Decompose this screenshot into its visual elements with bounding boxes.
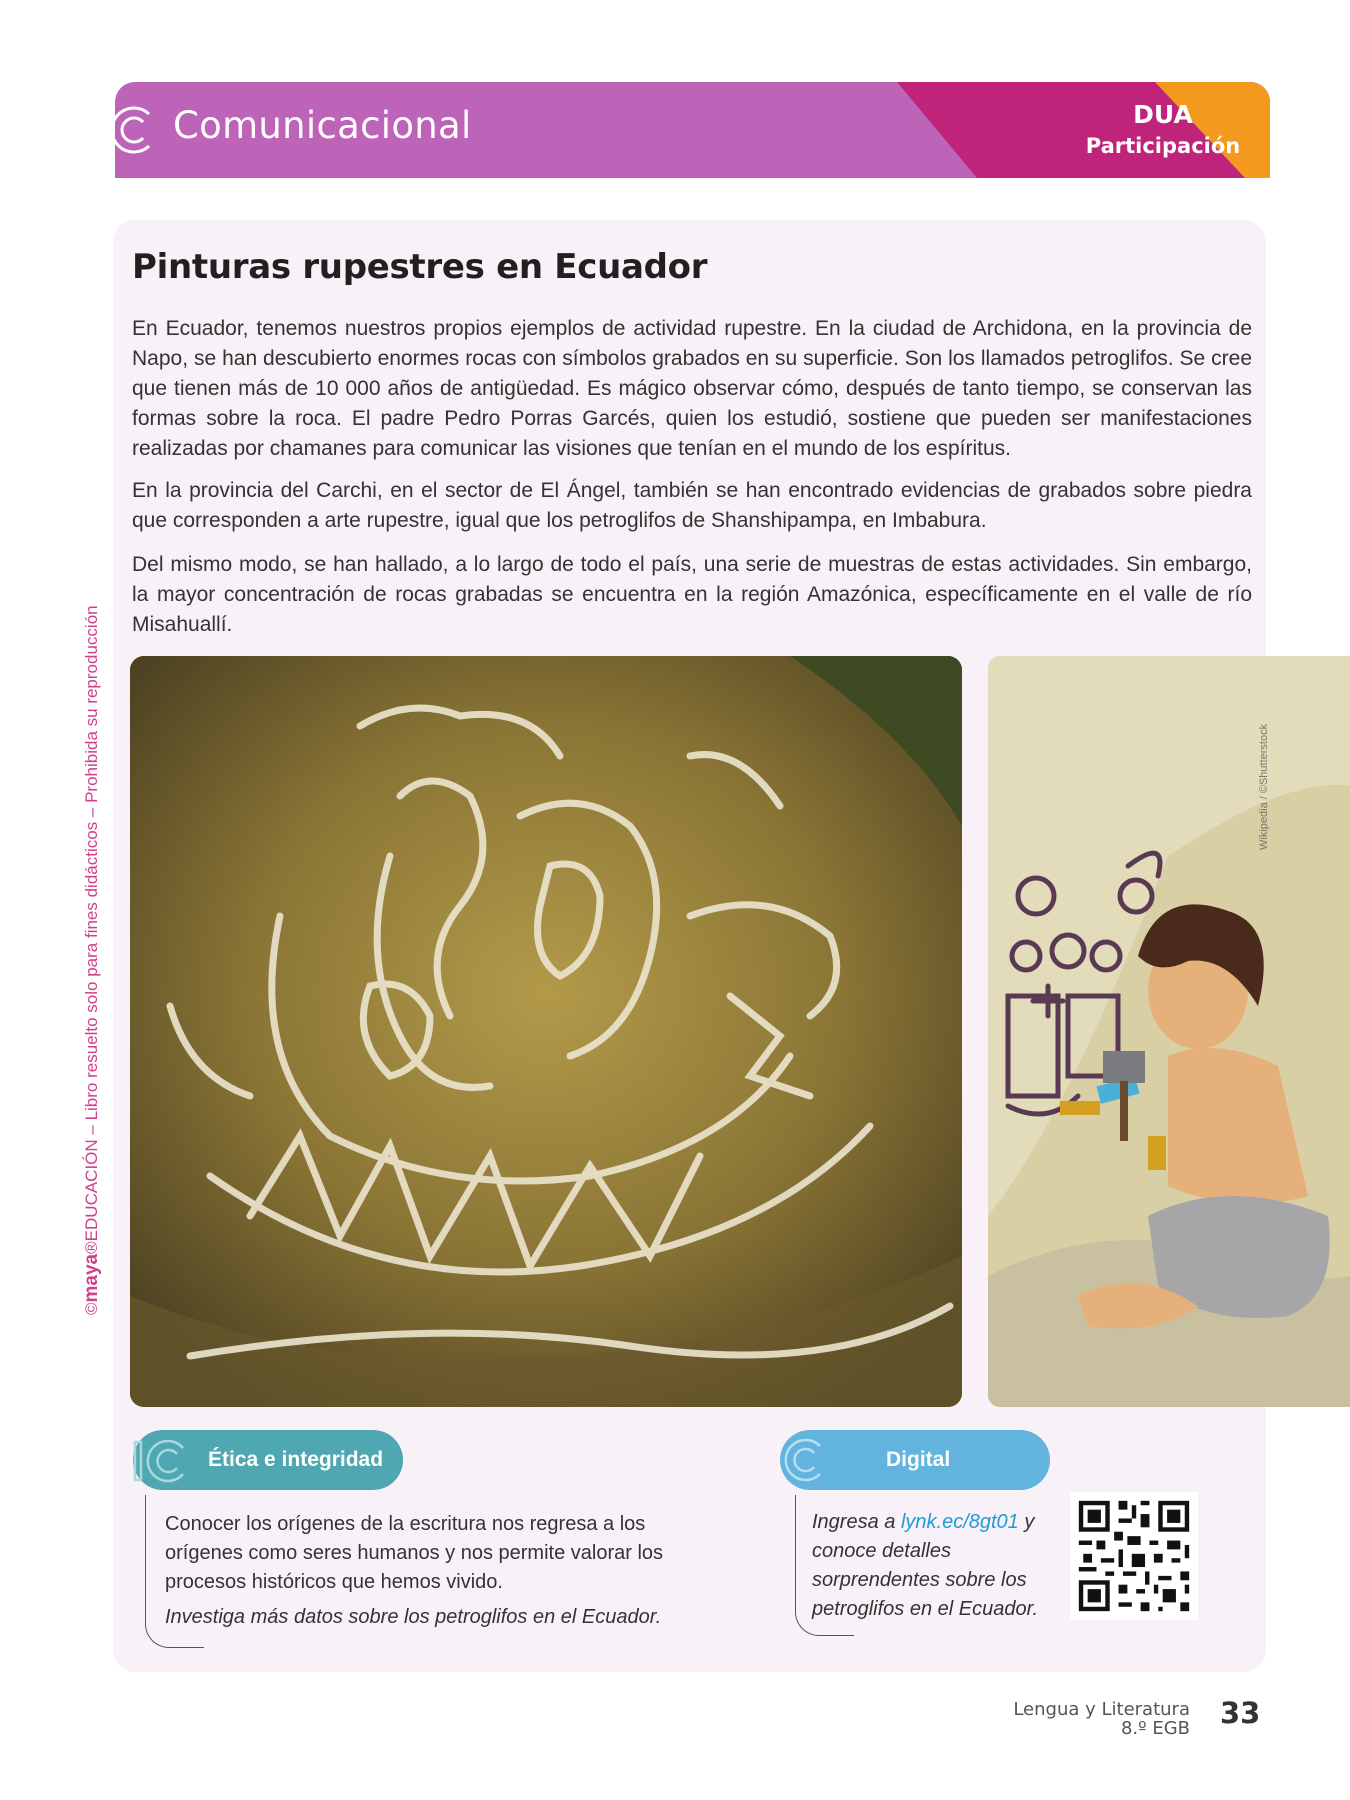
footer-grade: 8.º EGB bbox=[1120, 1718, 1190, 1739]
article-title: Pinturas rupestres en Ecuador bbox=[132, 247, 708, 287]
ethics-ic-icon bbox=[131, 1434, 191, 1486]
page-number: 33 bbox=[1220, 1696, 1261, 1730]
paragraph-3: Del mismo modo, se han hallado, a lo largo de todo el país, una serie de muestras de estas actividades. Sin embargo, la mayor concentración de rocas grabadas se encuentra en la región Amazónica, específicamente en el valle de río Misahuallí. bbox=[132, 553, 1252, 636]
digital-pill bbox=[780, 1430, 1050, 1490]
digital-c-icon bbox=[778, 1434, 828, 1486]
qr-code[interactable] bbox=[1070, 1492, 1198, 1620]
ethics-label: Ética e integridad bbox=[208, 1448, 384, 1471]
footer-book-info bbox=[990, 1700, 1190, 1738]
paragraph-1: En Ecuador, tenemos nuestros propios ejemplos de actividad rupestre. En la ciudad de Archidona, en la provincia de Napo, se han descubierto enormes rocas con símbolos grabados en su superficie. Son los llamados petroglifos. Se cree que tienen más de 10 000 años de antigüedad. Es mágico observar cómo, después de tanto tiempo, se conservan las formas sobre la roca. El padre Pedro Porras Garcés, quien los estudió, sostiene que pueden ser manifestaciones realizadas por chamanes para comunicar las visiones que tenían en el mundo de los espíritus. bbox=[132, 317, 1252, 460]
petroglyph-photo bbox=[130, 656, 962, 1407]
section-title: Comunicacional bbox=[173, 104, 472, 147]
side-copyright-text: ©maya®EDUCACIÓN – Libro resuelto solo para fines didácticos – Prohibida su reproducción bbox=[81, 605, 102, 1315]
image-credit: Wikipedia / ©Shutterstock bbox=[1258, 723, 1270, 850]
digital-text: Ingresa a lynk.ec/8gt01 y conoce detalles sorprendentes sobre los petroglifos en el Ecuador. bbox=[812, 1511, 1039, 1620]
section-banner bbox=[115, 82, 1270, 178]
dua-sub-label: Participación bbox=[1085, 134, 1241, 158]
digital-link[interactable]: lynk.ec/8gt01 bbox=[900, 1511, 1019, 1533]
ethics-pill bbox=[133, 1430, 403, 1490]
ethics-text: Conocer los orígenes de la escritura nos regresa a los orígenes como seres humanos y nos permite valorar los procesos históricos que hemos vivido. bbox=[165, 1513, 664, 1593]
ethics-note: Investiga más datos sobre los petroglifos en el Ecuador. bbox=[165, 1606, 662, 1628]
carver-illustration bbox=[988, 656, 1350, 1407]
digital-label: Digital bbox=[886, 1448, 951, 1471]
comunicacional-c-icon bbox=[115, 102, 157, 158]
paragraph-2: En la provincia del Carchi, en el sector de El Ángel, también se han encontrado evidencias de grabados sobre piedra que corresponden a arte rupestre, igual que los petroglifos de Shanshipampa, en Imbabura. bbox=[132, 479, 1252, 532]
dua-label: DUA bbox=[1133, 100, 1193, 129]
footer-book-title: Lengua y Literatura bbox=[1013, 1699, 1190, 1720]
